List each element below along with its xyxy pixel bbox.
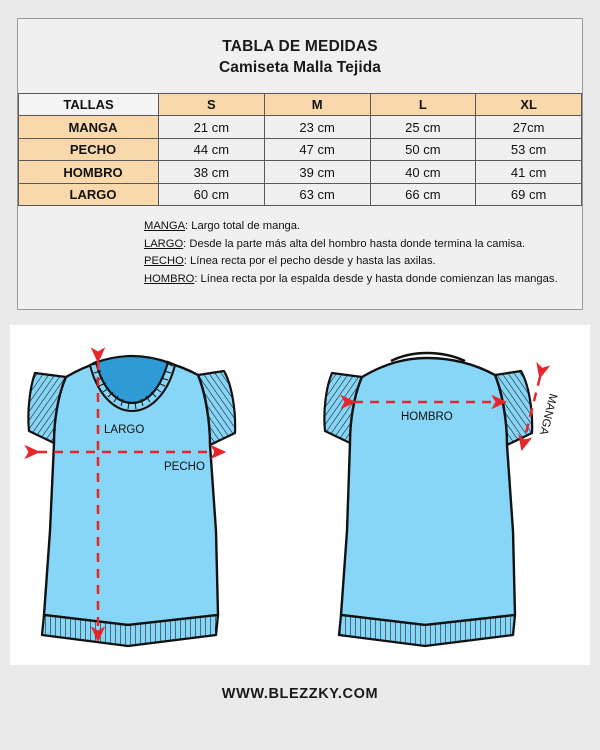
table-header-size-l: L [370, 93, 476, 116]
table-header-size-s: S [159, 93, 265, 116]
legend-text-manga: : Largo total de manga. [185, 220, 301, 233]
legend-term-hombro: HOMBRO [144, 272, 195, 285]
legend-block [18, 206, 582, 288]
row-label-manga: MANGA [19, 116, 159, 139]
measurement-table-panel [17, 18, 583, 310]
legend-item-hombro [144, 271, 582, 289]
size-table-body [19, 93, 582, 206]
legend-item-pecho [144, 253, 582, 271]
row-label-pecho: PECHO [19, 138, 159, 161]
table-header-row [19, 93, 582, 116]
cell-largo-s: 60 cm [159, 183, 265, 206]
legend-text-pecho: : Línea recta por el pecho desde y hasta las axilas. [183, 255, 436, 268]
cell-pecho-s: 44 cm [159, 138, 265, 161]
row-label-largo: LARGO [19, 183, 159, 206]
manga-label: MANGA [536, 392, 559, 437]
legend-term-manga: MANGA [144, 220, 186, 233]
largo-label: LARGO [104, 424, 145, 436]
cell-largo-xl: 69 cm [476, 183, 582, 206]
back-garment-illustration [324, 353, 558, 646]
table-row [19, 161, 582, 184]
table-row [19, 138, 582, 161]
footer-website: WWW.BLEZZKY.COM [221, 686, 379, 702]
page-title: TABLA DE MEDIDAS [222, 38, 378, 55]
cell-pecho-xl: 53 cm [476, 138, 582, 161]
size-table [18, 93, 582, 207]
table-row [19, 116, 582, 139]
garment-illustration-panel [10, 325, 590, 665]
legend-text-largo: : Desde la parte más alta del hombro hasta donde termina la camisa. [183, 237, 526, 250]
table-row [19, 183, 582, 206]
cell-manga-s: 21 cm [159, 116, 265, 139]
legend-term-pecho: PECHO [144, 255, 184, 268]
legend-item-manga [144, 218, 582, 236]
title-block [18, 19, 582, 93]
table-corner-label: TALLAS [19, 93, 159, 116]
table-header-size-m: M [264, 93, 370, 116]
legend-text-hombro: : Línea recta por la espalda desde y hasta donde comienzan las mangas. [194, 272, 558, 285]
cell-largo-m: 63 cm [264, 183, 370, 206]
front-garment-illustration [28, 356, 235, 646]
page-subtitle: Camiseta Malla Tejida [218, 58, 382, 76]
pecho-label: PECHO [164, 461, 205, 473]
hombro-label: HOMBRO [401, 411, 453, 423]
table-header-size-xl: XL [476, 93, 582, 116]
cell-hombro-xl: 41 cm [476, 161, 582, 184]
cell-manga-xl: 27cm [476, 116, 582, 139]
cell-hombro-l: 40 cm [370, 161, 476, 184]
cell-manga-m: 23 cm [264, 116, 370, 139]
cell-hombro-m: 39 cm [264, 161, 370, 184]
row-label-hombro: HOMBRO [19, 161, 159, 184]
cell-pecho-l: 50 cm [370, 138, 476, 161]
cell-hombro-s: 38 cm [159, 161, 265, 184]
cell-manga-l: 25 cm [370, 116, 476, 139]
legend-item-largo [144, 236, 582, 254]
cell-largo-l: 66 cm [370, 183, 476, 206]
legend-term-largo: LARGO [144, 237, 184, 250]
cell-pecho-m: 47 cm [264, 138, 370, 161]
